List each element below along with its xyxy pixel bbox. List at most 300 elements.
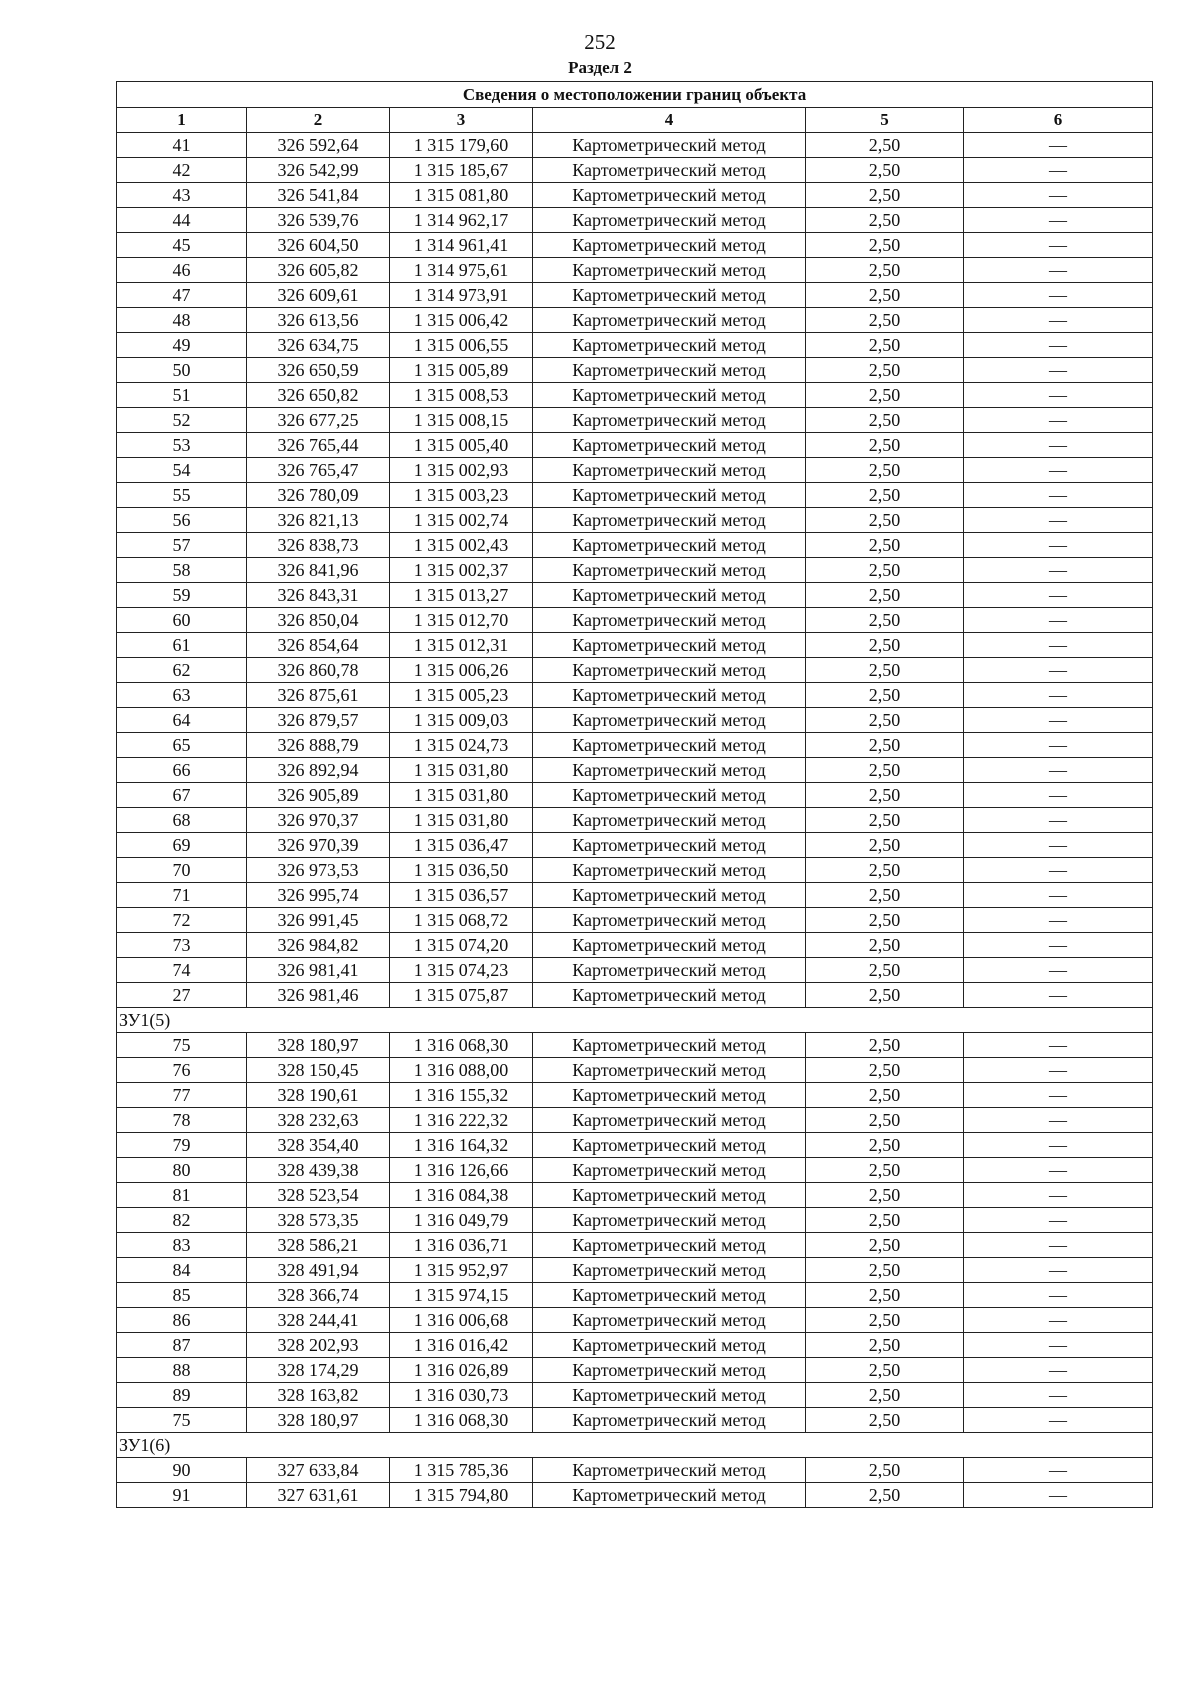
y-coordinate-cell: 1 315 074,23 [390,958,533,983]
table-row [117,1258,1153,1283]
accuracy-cell: 2,50 [806,1208,964,1233]
column-number: 4 [533,108,806,133]
method-cell: Картометрический метод [533,733,806,758]
note-cell: — [964,1033,1153,1058]
x-coordinate-cell: 326 970,39 [247,833,390,858]
table-row [117,858,1153,883]
table-row [117,983,1153,1008]
point-number-cell: 88 [117,1358,247,1383]
method-cell: Картометрический метод [533,258,806,283]
method-cell: Картометрический метод [533,633,806,658]
accuracy-cell: 2,50 [806,333,964,358]
note-cell: — [964,633,1153,658]
x-coordinate-cell: 326 984,82 [247,933,390,958]
table-row [117,483,1153,508]
point-number-cell: 85 [117,1283,247,1308]
y-coordinate-cell: 1 316 016,42 [390,1333,533,1358]
point-number-cell: 45 [117,233,247,258]
method-cell: Картометрический метод [533,1058,806,1083]
point-number-cell: 61 [117,633,247,658]
x-coordinate-cell: 326 604,50 [247,233,390,258]
x-coordinate-cell: 326 970,37 [247,808,390,833]
note-cell: — [964,258,1153,283]
y-coordinate-cell: 1 315 008,15 [390,408,533,433]
x-coordinate-cell: 327 633,84 [247,1458,390,1483]
note-cell: — [964,683,1153,708]
point-number-cell: 64 [117,708,247,733]
point-number-cell: 68 [117,808,247,833]
point-number-cell: 81 [117,1183,247,1208]
y-coordinate-cell: 1 316 026,89 [390,1358,533,1383]
point-number-cell: 75 [117,1033,247,1058]
method-cell: Картометрический метод [533,783,806,808]
y-coordinate-cell: 1 315 075,87 [390,983,533,1008]
point-number-cell: 90 [117,1458,247,1483]
table-row [117,333,1153,358]
method-cell: Картометрический метод [533,1458,806,1483]
y-coordinate-cell: 1 315 002,43 [390,533,533,558]
note-cell: — [964,1258,1153,1283]
x-coordinate-cell: 326 613,56 [247,308,390,333]
x-coordinate-cell: 326 973,53 [247,858,390,883]
method-cell: Картометрический метод [533,308,806,333]
group-row [117,1433,1153,1458]
accuracy-cell: 2,50 [806,433,964,458]
table-row [117,1358,1153,1383]
accuracy-cell: 2,50 [806,258,964,283]
note-cell: — [964,658,1153,683]
table-row [117,1308,1153,1333]
accuracy-cell: 2,50 [806,883,964,908]
note-cell: — [964,1058,1153,1083]
y-coordinate-cell: 1 315 031,80 [390,808,533,833]
x-coordinate-cell: 328 180,97 [247,1408,390,1433]
table-row [117,1458,1153,1483]
x-coordinate-cell: 328 366,74 [247,1283,390,1308]
point-number-cell: 71 [117,883,247,908]
point-number-cell: 53 [117,433,247,458]
y-coordinate-cell: 1 315 012,70 [390,608,533,633]
table-row [117,583,1153,608]
point-number-cell: 89 [117,1383,247,1408]
point-number-cell: 27 [117,983,247,1008]
table-row [117,883,1153,908]
point-number-cell: 44 [117,208,247,233]
note-cell: — [964,833,1153,858]
accuracy-cell: 2,50 [806,1058,964,1083]
note-cell: — [964,533,1153,558]
column-number: 6 [964,108,1153,133]
table-row [117,958,1153,983]
accuracy-cell: 2,50 [806,1133,964,1158]
note-cell: — [964,133,1153,158]
x-coordinate-cell: 326 821,13 [247,508,390,533]
accuracy-cell: 2,50 [806,583,964,608]
accuracy-cell: 2,50 [806,833,964,858]
y-coordinate-cell: 1 315 005,40 [390,433,533,458]
x-coordinate-cell: 326 843,31 [247,583,390,608]
point-number-cell: 87 [117,1333,247,1358]
point-number-cell: 82 [117,1208,247,1233]
y-coordinate-cell: 1 316 068,30 [390,1033,533,1058]
table-row [117,308,1153,333]
point-number-cell: 86 [117,1308,247,1333]
note-cell: — [964,408,1153,433]
x-coordinate-cell: 326 765,44 [247,433,390,458]
note-cell: — [964,1133,1153,1158]
method-cell: Картометрический метод [533,1258,806,1283]
x-coordinate-cell: 328 491,94 [247,1258,390,1283]
x-coordinate-cell: 326 995,74 [247,883,390,908]
table-row [117,733,1153,758]
point-number-cell: 74 [117,958,247,983]
accuracy-cell: 2,50 [806,283,964,308]
note-cell: — [964,1233,1153,1258]
method-cell: Картометрический метод [533,833,806,858]
note-cell: — [964,433,1153,458]
accuracy-cell: 2,50 [806,683,964,708]
method-cell: Картометрический метод [533,408,806,433]
table-row [117,633,1153,658]
y-coordinate-cell: 1 316 164,32 [390,1133,533,1158]
x-coordinate-cell: 328 586,21 [247,1233,390,1258]
y-coordinate-cell: 1 316 068,30 [390,1408,533,1433]
method-cell: Картометрический метод [533,1183,806,1208]
note-cell: — [964,358,1153,383]
method-cell: Картометрический метод [533,533,806,558]
note-cell: — [964,808,1153,833]
note-cell: — [964,758,1153,783]
table-row [117,1133,1153,1158]
point-number-cell: 80 [117,1158,247,1183]
x-coordinate-cell: 328 573,35 [247,1208,390,1233]
accuracy-cell: 2,50 [806,1458,964,1483]
note-cell: — [964,483,1153,508]
point-number-cell: 55 [117,483,247,508]
accuracy-cell: 2,50 [806,358,964,383]
table-row [117,1233,1153,1258]
method-cell: Картометрический метод [533,1408,806,1433]
note-cell: — [964,608,1153,633]
y-coordinate-cell: 1 316 222,32 [390,1108,533,1133]
table-row [117,683,1153,708]
accuracy-cell: 2,50 [806,233,964,258]
accuracy-cell: 2,50 [806,558,964,583]
accuracy-cell: 2,50 [806,858,964,883]
note-cell: — [964,1208,1153,1233]
table-row [117,283,1153,308]
y-coordinate-cell: 1 315 179,60 [390,133,533,158]
y-coordinate-cell: 1 316 155,32 [390,1083,533,1108]
accuracy-cell: 2,50 [806,133,964,158]
y-coordinate-cell: 1 315 068,72 [390,908,533,933]
table-row [117,758,1153,783]
x-coordinate-cell: 326 854,64 [247,633,390,658]
table-row [117,1033,1153,1058]
accuracy-cell: 2,50 [806,1383,964,1408]
x-coordinate-cell: 328 202,93 [247,1333,390,1358]
note-cell: — [964,183,1153,208]
table-row [117,258,1153,283]
point-number-cell: 76 [117,1058,247,1083]
x-coordinate-cell: 326 650,82 [247,383,390,408]
method-cell: Картометрический метод [533,283,806,308]
accuracy-cell: 2,50 [806,1258,964,1283]
note-cell: — [964,458,1153,483]
accuracy-cell: 2,50 [806,1358,964,1383]
table-row [117,1383,1153,1408]
accuracy-cell: 2,50 [806,933,964,958]
y-coordinate-cell: 1 315 074,20 [390,933,533,958]
point-number-cell: 42 [117,158,247,183]
column-number: 5 [806,108,964,133]
method-cell: Картометрический метод [533,1033,806,1058]
x-coordinate-cell: 326 879,57 [247,708,390,733]
accuracy-cell: 2,50 [806,808,964,833]
method-cell: Картометрический метод [533,883,806,908]
y-coordinate-cell: 1 315 006,55 [390,333,533,358]
method-cell: Картометрический метод [533,1108,806,1133]
point-number-cell: 59 [117,583,247,608]
note-cell: — [964,1358,1153,1383]
y-coordinate-cell: 1 315 036,57 [390,883,533,908]
point-number-cell: 48 [117,308,247,333]
point-number-cell: 60 [117,608,247,633]
accuracy-cell: 2,50 [806,633,964,658]
method-cell: Картометрический метод [533,558,806,583]
y-coordinate-cell: 1 314 962,17 [390,208,533,233]
table-row [117,1058,1153,1083]
y-coordinate-cell: 1 315 036,47 [390,833,533,858]
point-number-cell: 58 [117,558,247,583]
y-coordinate-cell: 1 316 084,38 [390,1183,533,1208]
y-coordinate-cell: 1 315 031,80 [390,783,533,808]
method-cell: Картометрический метод [533,908,806,933]
accuracy-cell: 2,50 [806,958,964,983]
point-number-cell: 73 [117,933,247,958]
note-cell: — [964,508,1153,533]
x-coordinate-cell: 326 850,04 [247,608,390,633]
accuracy-cell: 2,50 [806,708,964,733]
method-cell: Картометрический метод [533,608,806,633]
point-number-cell: 43 [117,183,247,208]
y-coordinate-cell: 1 315 002,74 [390,508,533,533]
method-cell: Картометрический метод [533,508,806,533]
note-cell: — [964,383,1153,408]
method-cell: Картометрический метод [533,983,806,1008]
y-coordinate-cell: 1 314 961,41 [390,233,533,258]
accuracy-cell: 2,50 [806,783,964,808]
y-coordinate-cell: 1 315 081,80 [390,183,533,208]
method-cell: Картометрический метод [533,158,806,183]
point-number-cell: 57 [117,533,247,558]
x-coordinate-cell: 326 605,82 [247,258,390,283]
table-row [117,208,1153,233]
table-row [117,1183,1153,1208]
table-row [117,1158,1153,1183]
note-cell: — [964,983,1153,1008]
accuracy-cell: 2,50 [806,308,964,333]
x-coordinate-cell: 326 539,76 [247,208,390,233]
accuracy-cell: 2,50 [806,983,964,1008]
y-coordinate-cell: 1 315 006,42 [390,308,533,333]
point-number-cell: 69 [117,833,247,858]
y-coordinate-cell: 1 315 952,97 [390,1258,533,1283]
x-coordinate-cell: 326 765,47 [247,458,390,483]
accuracy-cell: 2,50 [806,1083,964,1108]
method-cell: Картометрический метод [533,233,806,258]
x-coordinate-cell: 328 232,63 [247,1108,390,1133]
method-cell: Картометрический метод [533,1483,806,1508]
y-coordinate-cell: 1 315 005,89 [390,358,533,383]
x-coordinate-cell: 328 163,82 [247,1383,390,1408]
note-cell: — [964,1483,1153,1508]
note-cell: — [964,1408,1153,1433]
accuracy-cell: 2,50 [806,658,964,683]
method-cell: Картометрический метод [533,333,806,358]
note-cell: — [964,1158,1153,1183]
table-row [117,658,1153,683]
x-coordinate-cell: 328 523,54 [247,1183,390,1208]
y-coordinate-cell: 1 315 974,15 [390,1283,533,1308]
method-cell: Картометрический метод [533,358,806,383]
method-cell: Картометрический метод [533,1333,806,1358]
point-number-cell: 50 [117,358,247,383]
table-row [117,183,1153,208]
point-number-cell: 65 [117,733,247,758]
accuracy-cell: 2,50 [806,733,964,758]
accuracy-cell: 2,50 [806,1033,964,1058]
table-caption-row [117,82,1153,108]
y-coordinate-cell: 1 315 012,31 [390,633,533,658]
method-cell: Картометрический метод [533,133,806,158]
table-row [117,533,1153,558]
note-cell: — [964,1308,1153,1333]
accuracy-cell: 2,50 [806,908,964,933]
y-coordinate-cell: 1 315 036,50 [390,858,533,883]
point-number-cell: 56 [117,508,247,533]
x-coordinate-cell: 328 174,29 [247,1358,390,1383]
group-label: ЗУ1(5) [117,1008,1153,1033]
point-number-cell: 83 [117,1233,247,1258]
point-number-cell: 52 [117,408,247,433]
table-row [117,783,1153,808]
note-cell: — [964,858,1153,883]
method-cell: Картометрический метод [533,683,806,708]
accuracy-cell: 2,50 [806,408,964,433]
accuracy-cell: 2,50 [806,1333,964,1358]
table-row [117,933,1153,958]
point-number-cell: 91 [117,1483,247,1508]
table-row [117,508,1153,533]
page-number: 252 [584,30,616,54]
y-coordinate-cell: 1 315 024,73 [390,733,533,758]
note-cell: — [964,1183,1153,1208]
point-number-cell: 46 [117,258,247,283]
note-cell: — [964,558,1153,583]
point-number-cell: 63 [117,683,247,708]
method-cell: Картометрический метод [533,858,806,883]
method-cell: Картометрический метод [533,1083,806,1108]
y-coordinate-cell: 1 315 006,26 [390,658,533,683]
method-cell: Картометрический метод [533,933,806,958]
accuracy-cell: 2,50 [806,1108,964,1133]
x-coordinate-cell: 326 542,99 [247,158,390,183]
note-cell: — [964,708,1153,733]
accuracy-cell: 2,50 [806,758,964,783]
table-row [117,408,1153,433]
table-row [117,708,1153,733]
y-coordinate-cell: 1 316 006,68 [390,1308,533,1333]
method-cell: Картометрический метод [533,583,806,608]
accuracy-cell: 2,50 [806,1183,964,1208]
method-cell: Картометрический метод [533,1208,806,1233]
x-coordinate-cell: 328 150,45 [247,1058,390,1083]
y-coordinate-cell: 1 315 003,23 [390,483,533,508]
note-cell: — [964,208,1153,233]
x-coordinate-cell: 326 650,59 [247,358,390,383]
note-cell: — [964,333,1153,358]
accuracy-cell: 2,50 [806,508,964,533]
y-coordinate-cell: 1 315 002,37 [390,558,533,583]
table-row [117,433,1153,458]
point-number-cell: 67 [117,783,247,808]
x-coordinate-cell: 326 888,79 [247,733,390,758]
method-cell: Картометрический метод [533,1233,806,1258]
method-cell: Картометрический метод [533,708,806,733]
method-cell: Картометрический метод [533,433,806,458]
accuracy-cell: 2,50 [806,1233,964,1258]
x-coordinate-cell: 328 354,40 [247,1133,390,1158]
x-coordinate-cell: 326 541,84 [247,183,390,208]
method-cell: Картометрический метод [533,658,806,683]
x-coordinate-cell: 326 991,45 [247,908,390,933]
x-coordinate-cell: 326 892,94 [247,758,390,783]
x-coordinate-cell: 326 841,96 [247,558,390,583]
column-number: 3 [390,108,533,133]
y-coordinate-cell: 1 316 030,73 [390,1383,533,1408]
method-cell: Картометрический метод [533,1308,806,1333]
point-number-cell: 49 [117,333,247,358]
x-coordinate-cell: 328 244,41 [247,1308,390,1333]
method-cell: Картометрический метод [533,808,806,833]
table-row [117,1083,1153,1108]
y-coordinate-cell: 1 315 005,23 [390,683,533,708]
table-row [117,158,1153,183]
x-coordinate-cell: 328 439,38 [247,1158,390,1183]
table-row [117,358,1153,383]
method-cell: Картометрический метод [533,958,806,983]
accuracy-cell: 2,50 [806,1158,964,1183]
note-cell: — [964,1108,1153,1133]
point-number-cell: 75 [117,1408,247,1433]
y-coordinate-cell: 1 315 785,36 [390,1458,533,1483]
point-number-cell: 72 [117,908,247,933]
note-cell: — [964,583,1153,608]
y-coordinate-cell: 1 314 973,91 [390,283,533,308]
note-cell: — [964,908,1153,933]
accuracy-cell: 2,50 [806,458,964,483]
method-cell: Картометрический метод [533,383,806,408]
note-cell: — [964,958,1153,983]
section-title: Раздел 2 [568,58,632,77]
y-coordinate-cell: 1 315 008,53 [390,383,533,408]
accuracy-cell: 2,50 [806,1408,964,1433]
x-coordinate-cell: 326 875,61 [247,683,390,708]
y-coordinate-cell: 1 315 009,03 [390,708,533,733]
method-cell: Картометрический метод [533,1133,806,1158]
note-cell: — [964,283,1153,308]
